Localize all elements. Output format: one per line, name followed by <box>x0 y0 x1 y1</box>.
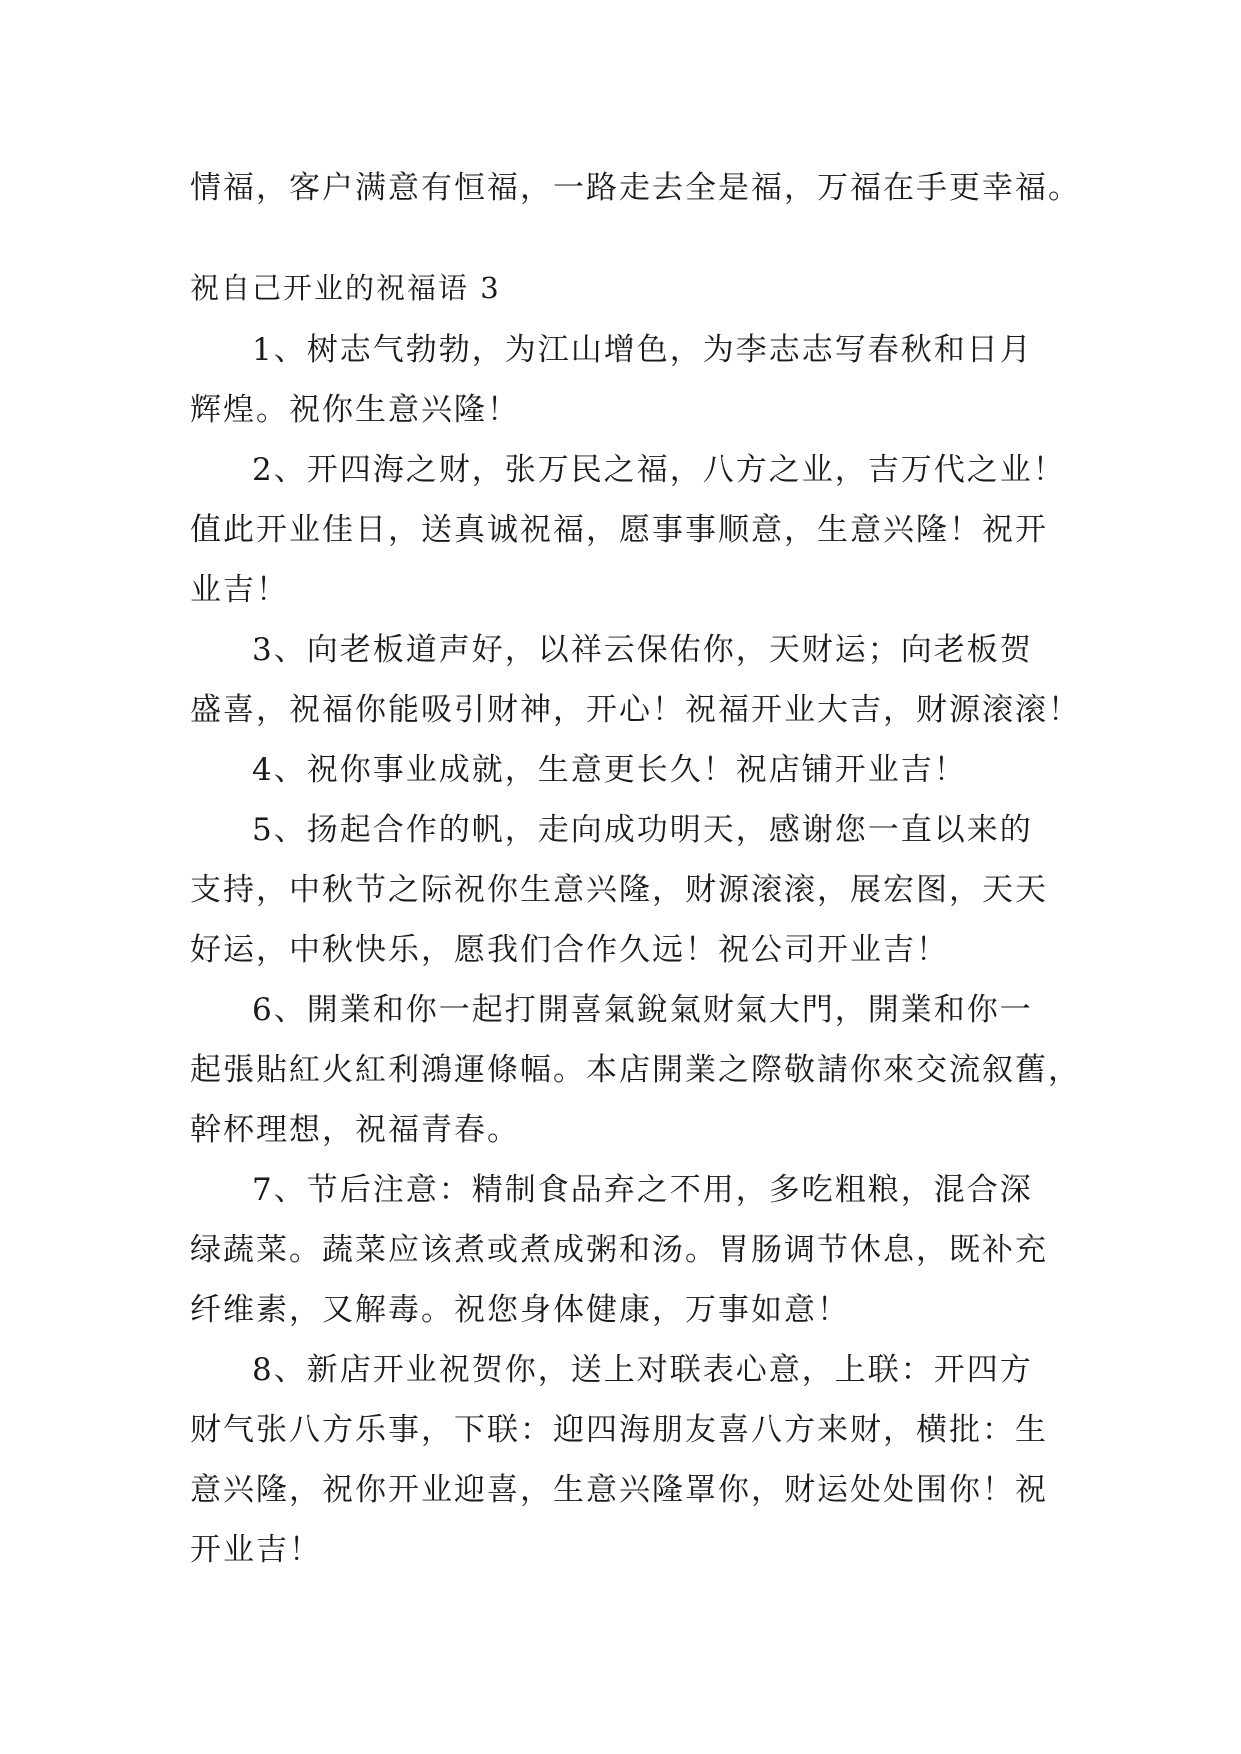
blessing-item <box>190 740 1050 800</box>
item-line: 辉煌。祝你生意兴隆！ <box>190 392 520 428</box>
blessing-item <box>190 980 1081 1160</box>
item-line: 财气张八方乐事，下联：迎四海朋友喜八方来财，横批：生 <box>190 1412 1048 1448</box>
blessing-item <box>190 1160 1050 1340</box>
item-line: 业吉！ <box>190 572 289 608</box>
item-line: 盛喜，祝福你能吸引财神，开心！祝福开业大吉，财源滚滚！ <box>190 692 1081 728</box>
item-line: 纤维素，又解毒。祝您身体健康，万事如意！ <box>190 1292 850 1328</box>
item-line: 支持，中秋节之际祝你生意兴隆，财源滚滚，展宏图，天天 <box>190 872 1048 908</box>
item-line: 值此开业佳日，送真诚祝福，愿事事顺意，生意兴隆！祝开 <box>190 512 1048 548</box>
item-line: 幹杯理想，祝福青春。 <box>190 1112 520 1148</box>
item-line: 好运，中秋快乐，愿我们合作久远！祝公司开业吉！ <box>190 932 949 968</box>
blessing-list <box>190 320 1081 1580</box>
blessing-item <box>190 620 1081 740</box>
item-line: 起張貼紅火紅利鴻運條幅。本店開業之際敬請你來交流叙舊， <box>190 1052 1081 1088</box>
item-line: 意兴隆，祝你开业迎喜，生意兴隆罩你，财运处处围你！祝 <box>190 1472 1048 1508</box>
item-line: 8、新店开业祝贺你，送上对联表心意，上联：开四方 <box>252 1352 1033 1388</box>
section-heading: 祝自己开业的祝福语 3 <box>190 271 501 305</box>
blessing-item <box>190 440 1066 620</box>
item-line: 6、開業和你一起打開喜氣銳氣财氣大門，開業和你一 <box>252 992 1033 1028</box>
item-line: 开业吉！ <box>190 1532 322 1568</box>
item-line: 3、向老板道声好，以祥云保佑你，天财运；向老板贺 <box>252 632 1033 668</box>
document-body <box>190 158 1081 1580</box>
item-line: 2、开四海之财，张万民之福，八方之业，吉万代之业！ <box>252 452 1066 488</box>
continued-paragraph: 情福，客户满意有恒福，一路走去全是福，万福在手更幸福。 <box>190 170 1081 206</box>
blessing-item <box>190 320 1050 440</box>
item-line: 7、节后注意：精制食品弃之不用，多吃粗粮，混合深 <box>252 1172 1033 1208</box>
item-line: 绿蔬菜。蔬菜应该煮或煮成粥和汤。胃肠调节休息，既补充 <box>190 1232 1048 1268</box>
blessing-item <box>190 1340 1050 1580</box>
item-line: 4、祝你事业成就，生意更长久！祝店铺开业吉！ <box>252 752 967 788</box>
blessing-item <box>190 800 1050 980</box>
item-line: 5、扬起合作的帆，走向成功明天，感谢您一直以来的 <box>252 812 1033 848</box>
item-line: 1、树志气勃勃，为江山增色，为李志志写春秋和日月 <box>252 332 1033 368</box>
